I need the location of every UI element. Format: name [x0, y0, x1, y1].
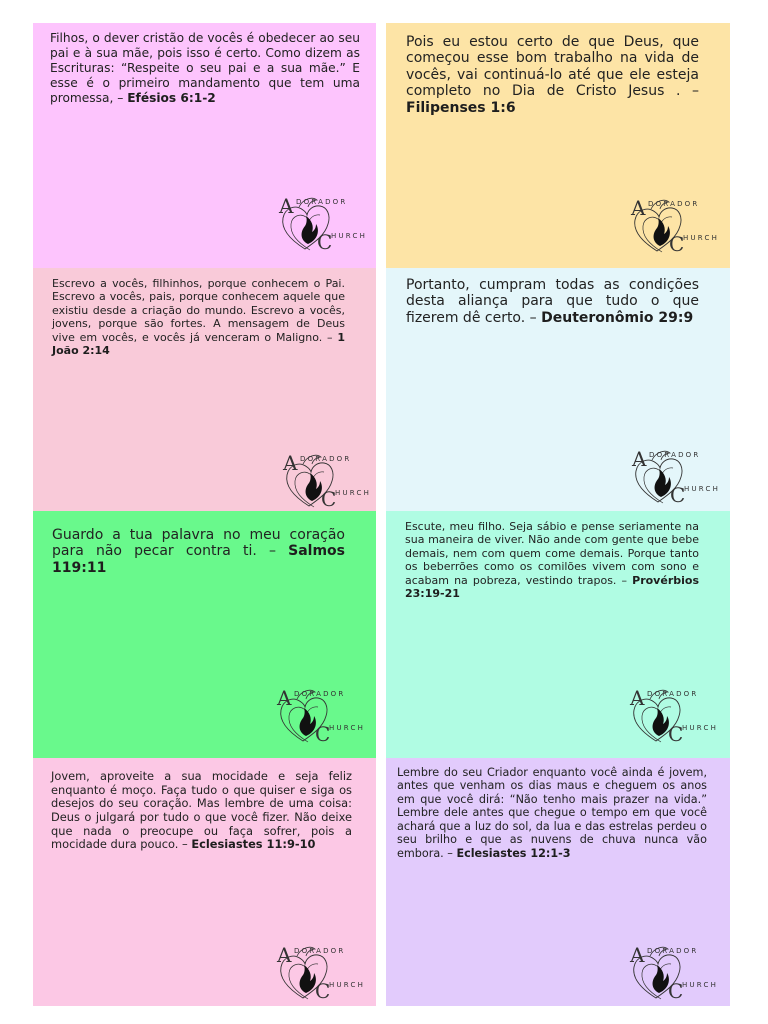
svg-text:DORADOR: DORADOR — [296, 198, 348, 206]
verse-card-6 — [386, 511, 730, 758]
verse-reference: Filipenses 1:6 — [406, 99, 516, 116]
flame-icon — [306, 473, 322, 501]
verse-card-2 — [386, 23, 730, 268]
svg-text:HURCH: HURCH — [683, 234, 720, 242]
svg-text:DORADOR: DORADOR — [294, 690, 346, 698]
svg-text:DORADOR: DORADOR — [294, 947, 346, 955]
svg-text:HURCH: HURCH — [335, 489, 372, 497]
adorador-church-logo — [630, 940, 722, 1004]
verse-text — [406, 277, 699, 326]
flame-icon — [300, 708, 316, 736]
verse-text — [51, 770, 352, 852]
verse-body: Lembre do seu Criador enquanto você ainda é jovem, antes que venham os dias maus e cheguem os anos em que você dirá: “Não tenho mais prazer na vida.” Lembre dele antes que chegue o tempo em que você achará que a luz do sol, da lua e das estrelas perdeu o seu brilho e que as nuvens de chuva nunca vão embora. – — [397, 766, 707, 860]
verse-text — [397, 766, 707, 860]
verse-body: Escute, meu filho. Seja sábio e pense seriamente na sua maneira de viver. Não ande com gente que bebe demais, nem com quem come demais. Porque tanto os beberrões como os comilões vivem com sono e acabam na pobreza, vestindo trapos. – — [405, 520, 699, 587]
verse-text — [52, 277, 345, 357]
verse-card-8 — [386, 758, 730, 1006]
adorador-church-logo — [632, 444, 724, 508]
adorador-church-logo — [279, 191, 371, 255]
svg-text:A: A — [277, 686, 292, 710]
svg-text:HURCH: HURCH — [682, 981, 719, 989]
adorador-church-logo — [631, 193, 723, 257]
svg-text:C: C — [669, 232, 685, 256]
verse-card-5 — [33, 511, 376, 758]
flame-icon — [655, 469, 671, 497]
verse-reference: Provérbios 23:19-21 — [405, 573, 699, 601]
flame-icon — [300, 965, 316, 993]
flame-icon — [653, 708, 669, 736]
svg-text:A: A — [631, 196, 646, 220]
verse-text — [405, 520, 699, 600]
flame-icon — [653, 965, 669, 993]
svg-text:A: A — [632, 447, 647, 471]
flame-icon — [302, 216, 318, 244]
svg-text:C: C — [315, 979, 331, 1003]
svg-text:C: C — [315, 722, 331, 746]
svg-text:C: C — [670, 483, 686, 507]
svg-text:HURCH: HURCH — [329, 981, 366, 989]
svg-text:A: A — [277, 943, 292, 967]
flame-icon — [654, 218, 670, 246]
svg-text:DORADOR: DORADOR — [647, 690, 699, 698]
verse-reference: Eclesiastes 11:9-10 — [191, 837, 316, 852]
svg-text:DORADOR: DORADOR — [647, 947, 699, 955]
verse-card-4 — [386, 268, 730, 511]
adorador-church-logo — [283, 448, 375, 512]
verse-card-1 — [33, 23, 376, 268]
verse-text — [52, 527, 345, 576]
svg-text:HURCH: HURCH — [684, 485, 721, 493]
adorador-church-logo — [277, 940, 369, 1004]
verse-reference: 1 João 2:14 — [52, 330, 345, 358]
svg-text:A: A — [630, 686, 645, 710]
verse-reference: Salmos 119:11 — [52, 543, 346, 576]
verse-reference: Eclesiastes 12:1-3 — [456, 846, 571, 860]
svg-text:DORADOR: DORADOR — [648, 200, 700, 208]
verse-body: Guardo a tua palavra no meu coração para não pecar contra ti. – — [52, 527, 345, 560]
svg-text:C: C — [321, 487, 337, 511]
svg-text:A: A — [630, 943, 645, 967]
svg-text:DORADOR: DORADOR — [649, 451, 701, 459]
verse-body: Portanto, cumpram todas as condições desta aliança para que tudo o que fizerem dê certo. – — [406, 277, 699, 326]
adorador-church-logo — [630, 683, 722, 747]
verse-body: Jovem, aproveite a sua mocidade e seja feliz enquanto é moço. Faça tudo o que quiser e siga os desejos do seu coração. Mas lembre de uma coisa: Deus o julgará por tudo o que você fizer. Não deixe que nada o preocupe ou faça sofrer, pois a mocidade dura pouco. – — [51, 769, 352, 852]
svg-text:C: C — [668, 979, 684, 1003]
svg-text:DORADOR: DORADOR — [300, 455, 352, 463]
verse-body: Pois eu estou certo de que Deus, que começou esse bom trabalho na vida de vocês, vai continuá-lo até que ele esteja completo no Dia de Cristo Jesus . – — [406, 34, 699, 100]
svg-text:A: A — [283, 451, 298, 475]
verse-reference: Deuteronômio 29:9 — [541, 309, 694, 326]
svg-text:C: C — [317, 230, 333, 254]
verse-reference: Efésios 6:1-2 — [127, 90, 216, 105]
verse-body: Filhos, o dever cristão de vocês é obedecer ao seu pai e à sua mãe, pois isso é certo. Como dizem as Escrituras: “Respeite o seu pai e a sua mãe.” E esse é o primeiro mandamento que tem uma promessa, – — [50, 31, 360, 105]
svg-text:HURCH: HURCH — [329, 724, 366, 732]
verse-card-3 — [33, 268, 376, 511]
svg-text:HURCH: HURCH — [331, 232, 368, 240]
verse-text — [50, 31, 360, 105]
verse-text — [406, 34, 699, 116]
verse-body: Escrevo a vocês, filhinhos, porque conhecem o Pai. Escrevo a vocês, pais, porque conhecem aquele que existiu desde a criação do mundo. Escrevo a vocês, jovens, porque são fortes. A mensagem de Deus vive em vocês, e vocês já venceram o Maligno. – — [52, 277, 345, 344]
svg-text:C: C — [668, 722, 684, 746]
verse-card-7 — [33, 758, 376, 1006]
adorador-church-logo — [277, 683, 369, 747]
svg-text:HURCH: HURCH — [682, 724, 719, 732]
svg-text:A: A — [279, 194, 294, 218]
